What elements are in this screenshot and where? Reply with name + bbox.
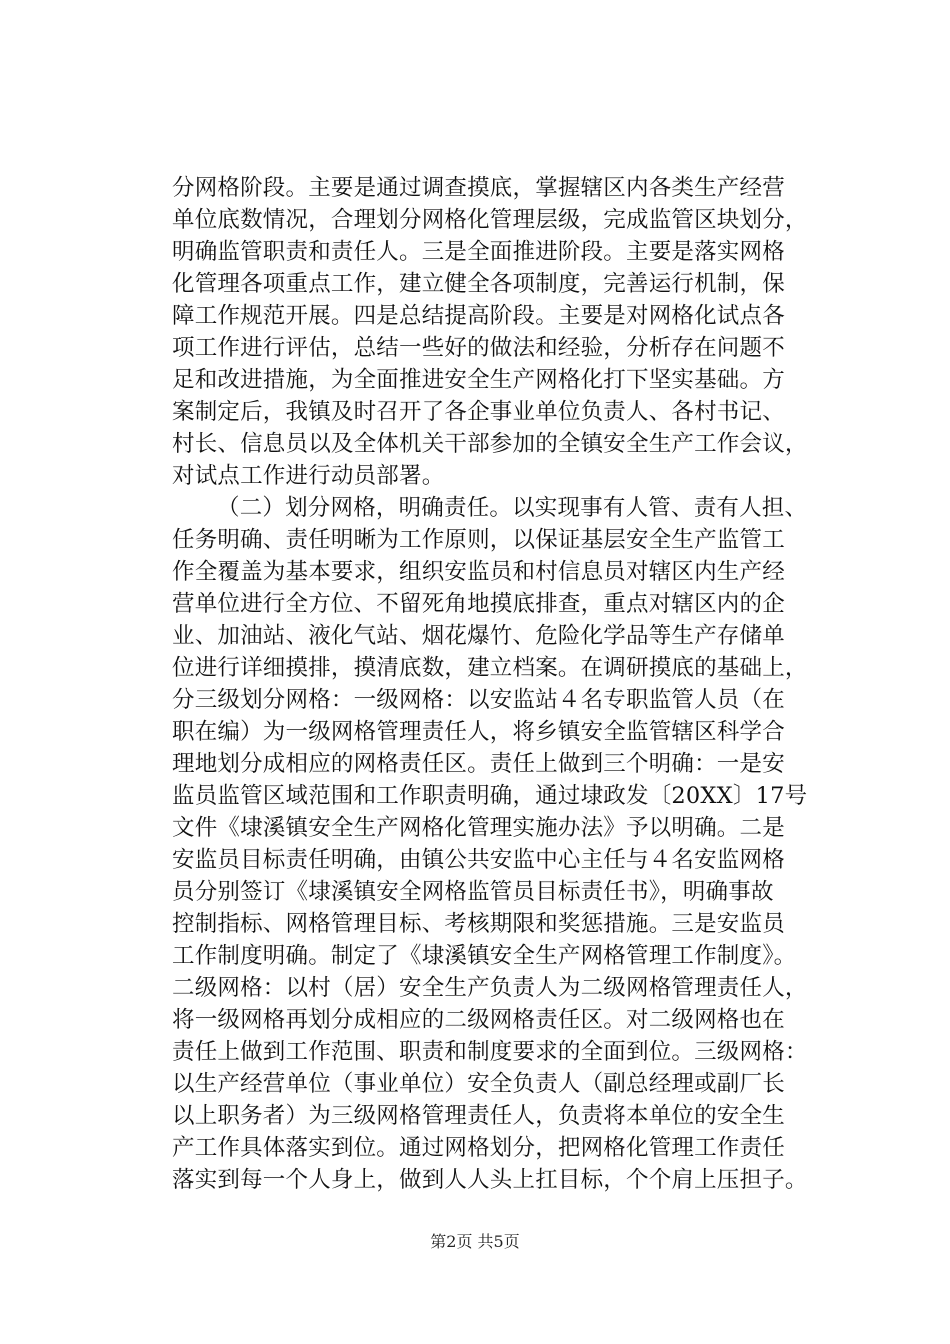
text-line: 二级网格：以村（居）安全生产负责人为二级网格管理责任人， bbox=[172, 975, 808, 1001]
text-line: 理地划分成相应的网格责任区。责任上做到三个明确：一是安 bbox=[172, 751, 785, 777]
text-line: 作全覆盖为基本要求，组织安监员和村信息员对辖区内生产经 bbox=[172, 559, 785, 585]
text-line: 营单位进行全方位、不留死角地摸底排查，重点对辖区内的企 bbox=[172, 591, 785, 617]
text-line: 明确监管职责和责任人。三是全面推进阶段。主要是落实网格 bbox=[172, 239, 785, 265]
text-line: 安监员目标责任明确，由镇公共安监中心主任与４名安监网格 bbox=[172, 847, 785, 873]
text-line: 工作制度明确。制定了《埭溪镇安全生产网格管理工作制度》。 bbox=[172, 943, 797, 969]
text-line: 产工作具体落实到位。通过网格划分，把网格化管理工作责任 bbox=[172, 1135, 785, 1161]
text-line: 员分别签订《埭溪镇安全网格监管员目标责任书》，明确事故 bbox=[172, 879, 774, 905]
page-number-footer: 第2页 共5页 bbox=[430, 1232, 520, 1251]
text-line: 化管理各项重点工作，建立健全各项制度，完善运行机制，保 bbox=[172, 271, 785, 297]
text-line: 位进行详细摸排，摸清底数，建立档案。在调研摸底的基础上， bbox=[172, 655, 808, 681]
text-line: 障工作规范开展。四是总结提高阶段。主要是对网格化试点各 bbox=[172, 303, 785, 329]
text-line: 单位底数情况，合理划分网格化管理层级，完成监管区块划分， bbox=[172, 207, 808, 233]
text-line: 将一级网格再划分成相应的二级网格责任区。对二级网格也在 bbox=[172, 1007, 785, 1033]
text-line: 责任上做到工作范围、职责和制度要求的全面到位。三级网格： bbox=[172, 1039, 808, 1065]
text-line: 任务明确、责任明晰为工作原则，以保证基层安全生产监管工 bbox=[172, 527, 785, 553]
text-line: 足和改进措施，为全面推进安全生产网格化打下坚实基础。方 bbox=[172, 367, 785, 393]
text-line: 落实到每一个人身上，做到人人头上扛目标，个个肩上压担子。 bbox=[172, 1167, 808, 1193]
text-line: 职在编）为一级网格管理责任人，将乡镇安全监管辖区科学合 bbox=[172, 719, 785, 745]
text-line: 监员监管区域范围和工作职责明确，通过埭政发〔20XX〕17号 bbox=[172, 783, 808, 809]
text-line: 分网格阶段。主要是通过调查摸底，掌握辖区内各类生产经营 bbox=[172, 175, 785, 201]
document-body bbox=[172, 172, 808, 1196]
text-line: 文件《埭溪镇安全生产网格化管理实施办法》予以明确。二是 bbox=[172, 815, 785, 841]
text-line: 对试点工作进行动员部署。 bbox=[172, 463, 445, 489]
text-line: 以上职务者）为三级网格管理责任人，负责将本单位的安全生 bbox=[172, 1103, 785, 1129]
text-line: 控制指标、网格管理目标、考核期限和奖惩措施。三是安监员 bbox=[172, 911, 785, 937]
text-line: 案制定后，我镇及时召开了各企事业单位负责人、各村书记、 bbox=[172, 399, 785, 425]
text-line: 项工作进行评估，总结一些好的做法和经验，分析存在问题不 bbox=[172, 335, 785, 361]
text-line: 业、加油站、液化气站、烟花爆竹、危险化学品等生产存储单 bbox=[172, 623, 785, 649]
text-line: 分三级划分网格：一级网格：以安监站４名专职监管人员（在 bbox=[172, 687, 785, 713]
text-line: 以生产经营单位（事业单位）安全负责人（副总经理或副厂长 bbox=[172, 1071, 785, 1097]
section-heading-line: （二）划分网格，明确责任。以实现事有人管、责有人担、 bbox=[217, 495, 808, 521]
text-line: 村长、信息员以及全体机关干部参加的全镇安全生产工作会议， bbox=[172, 431, 808, 457]
